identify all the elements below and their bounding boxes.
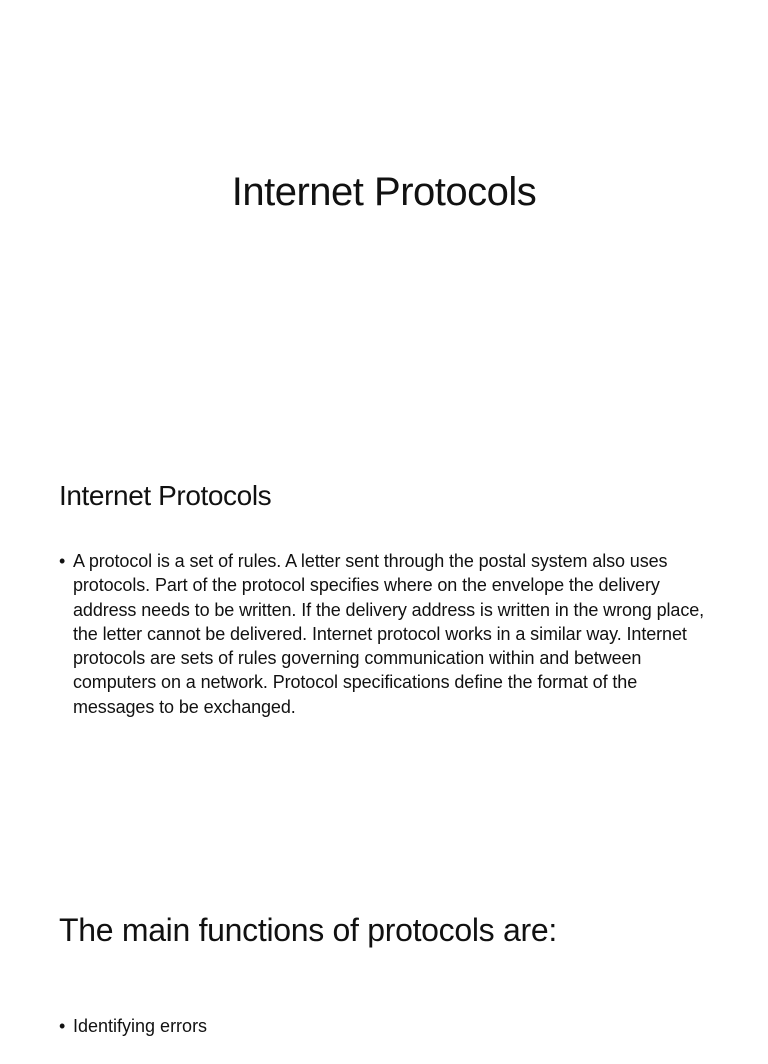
bullet-glyph: • — [59, 1016, 66, 1036]
bullet-text: A protocol is a set of rules. A letter sent through the postal system also uses protocols. Part of the protocol specifies where on the envelope the delivery address needs to be written. If the delivery address is written in the wrong place, the letter cannot be delivered. Internet protocol works in a similar way. Internet protocols are sets of rules governing communication within and between computers on a network. Protocol specifications define the format of the messages to be exchanged. — [73, 551, 705, 717]
bullet-item — [59, 1014, 207, 1038]
slide-title-text: Internet Protocols — [231, 170, 537, 214]
slide-title — [0, 0, 768, 432]
bullet-glyph: • — [59, 551, 66, 571]
slide-functions — [0, 864, 768, 1064]
slide-heading: Internet Protocols — [59, 480, 272, 511]
slide-heading: The main functions of protocols are: — [59, 912, 557, 948]
bullet-item — [59, 549, 714, 719]
slide-content — [0, 432, 768, 864]
bullet-text: Identifying errors — [73, 1016, 208, 1036]
